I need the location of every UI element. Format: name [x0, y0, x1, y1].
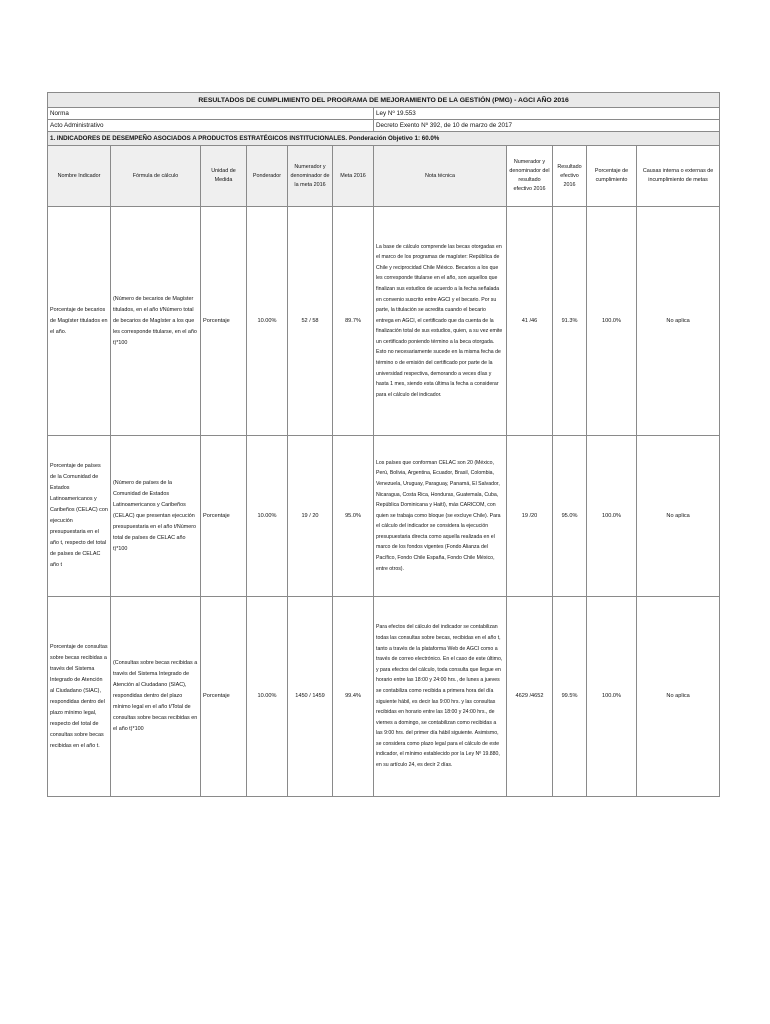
header-meta: Meta 2016 [333, 146, 374, 207]
cell-num-result: 19 /20 [507, 436, 553, 597]
norma-label: Norma [48, 108, 374, 120]
table-row [48, 597, 720, 797]
cell-nota: La base de cálculo comprende las becas otorgadas en el marco de los programas de magíster: República de Chile y reciprocidad Chile México. Becarios a los que les corresponde titularse en el año, son aquellos que finalizan sus estudios de acuerdo a la fecha señalada en convenio suscrito entre AGCI y el becario. Por su parte, la titulación se acredita cuando el becario entrega en AGCI, el certificado que da cuenta de la finalización total de sus estudios, quien, a su vez emite un certificado poniendo término a la beca otorgada. Esto no necesariamente sucede en la misma fecha de término o de emisión del certificado por parte de la universidad respectiva, demorando a veces días y hasta 1 mes, siendo esta última la fecha a considerar para el cálculo del indicador. [374, 207, 507, 436]
header-causas: Causas interna o externas de incumplimiento de metas [637, 146, 720, 207]
cell-formula: (Número de becarios de Magíster titulados, en el año t/Número total de becarios de Magíster a los que les corresponde titularse, en el año t)*100 [111, 207, 201, 436]
cell-causas: No aplica [637, 207, 720, 436]
header-formula: Fórmula de cálculo [111, 146, 201, 207]
results-table [47, 92, 720, 797]
acto-row [48, 120, 720, 132]
acto-label: Acto Administrativo [48, 120, 374, 132]
report-title: RESULTADOS DE CUMPLIMIENTO DEL PROGRAMA DE MEJORAMIENTO DE LA GESTIÓN (PMG) - AGCI AÑO 2016 [48, 93, 720, 108]
cell-unidad: Porcentaje [201, 597, 247, 797]
cell-nombre: Porcentaje de becarios de Magíster titulados en el año. [48, 207, 111, 436]
cell-causas: No aplica [637, 436, 720, 597]
header-num-meta: Numerador y denominador de la meta 2016 [288, 146, 333, 207]
cell-resultado: 91.3% [553, 207, 587, 436]
cell-resultado: 95.0% [553, 436, 587, 597]
cell-causas: No aplica [637, 597, 720, 797]
header-unidad: Unidad de Medida [201, 146, 247, 207]
cell-formula: (Número de países de la Comunidad de Estados Latinoamericanos y Caribeños (CELAC) que presentan ejecución presupuestaria en el año t/Número total de países de CELAC año t)*100 [111, 436, 201, 597]
header-nombre: Nombre Indicador [48, 146, 111, 207]
cell-porcentaje: 100.0% [587, 207, 637, 436]
table-row [48, 207, 720, 436]
section-row [48, 132, 720, 146]
cell-num-result: 41 /46 [507, 207, 553, 436]
cell-unidad: Porcentaje [201, 207, 247, 436]
header-num-result: Numerador y denominador del resultado efectivo 2016 [507, 146, 553, 207]
cell-nombre: Porcentaje de consultas sobre becas recibidas a través del Sistema Integrado de Atención al Ciudadano (SIAC), respondidas dentro del plazo mínimo legal, respecto del total de consultas sobre becas recibidas en el año t. [48, 597, 111, 797]
cell-num-meta: 1450 / 1459 [288, 597, 333, 797]
cell-meta: 99.4% [333, 597, 374, 797]
header-ponderador: Ponderador [247, 146, 288, 207]
header-row [48, 146, 720, 207]
title-row [48, 93, 720, 108]
table-row [48, 436, 720, 597]
cell-nota: Para efectos del cálculo del indicador se contabilizan todas las consultas sobre becas, recibidas en el año t, tanto a través de la plataforma Web de AGCI como a través de correo electrónico. En el caso de este último, y para efectos del cálculo, toda consulta que llegue en horario entre las 18:00 y 24:00 hrs., de lunes a jueves se contabiliza como recibida a primera hora del día siguiente hábil, es decir las 9:00 hrs. y las consultas recibidas en horario entre las 18:00 y 24:00 hrs., de viernes a domingo, se contabilizan como recibidas a las 9:00 hrs. del primer día hábil siguiente. Asimismo, se considera como plazo legal para el cálculo de este indicador, el mínimo establecido por la Ley Nº 19.880, en su artículo 24, es decir 2 días. [374, 597, 507, 797]
cell-nombre: Porcentaje de países de la Comunidad de Estados Latinoamericanos y Caribeños (CELAC) con ejecución presupuestaria en el año t, respecto del total de países de CELAC año t [48, 436, 111, 597]
cell-ponderador: 10.00% [247, 436, 288, 597]
cell-num-meta: 19 / 20 [288, 436, 333, 597]
header-porcentaje: Porcentaje de cumplimiento [587, 146, 637, 207]
norma-value: Ley Nº 19.553 [374, 108, 720, 120]
header-nota: Nota técnica [374, 146, 507, 207]
results-sheet [47, 92, 719, 797]
acto-value: Decreto Exento Nº 392, de 10 de marzo de 2017 [374, 120, 720, 132]
cell-porcentaje: 100.0% [587, 436, 637, 597]
cell-meta: 95.0% [333, 436, 374, 597]
cell-nota: Los países que conforman CELAC son 20 (México, Perú, Bolivia, Argentina, Ecuador, Brasil, Colombia, Venezuela, Uruguay, Paraguay, Panamá, El Salvador, Nicaragua, Costa Rica, Honduras, Guatemala, Cuba, República Dominicana y Haití), más CARICOM, con quien se trabaja como bloque (se excluye Chile). Para el cálculo del indicador se considera la ejecución presupuestaria directa como aquella realizada en el marco de los fondos vigentes (Fondo Alianza del Pacífico, Fondo Chile España, Fondo Chile México, entre otros). [374, 436, 507, 597]
cell-ponderador: 10.00% [247, 597, 288, 797]
norma-row [48, 108, 720, 120]
section-title: 1. INDICADORES DE DESEMPEÑO ASOCIADOS A PRODUCTOS ESTRATÉGICOS INSTITUCIONALES. Ponderación Objetivo 1: 60.0% [48, 132, 720, 146]
cell-formula: (Consultas sobre becas recibidas a través del Sistema Integrado de Atención al Ciudadano (SIAC), respondidas dentro del plazo mínimo legal en el año t/Total de consultas sobre becas recibidas en el año t)*100 [111, 597, 201, 797]
cell-num-result: 4629 /4652 [507, 597, 553, 797]
cell-porcentaje: 100.0% [587, 597, 637, 797]
cell-ponderador: 10.00% [247, 207, 288, 436]
cell-unidad: Porcentaje [201, 436, 247, 597]
cell-meta: 89.7% [333, 207, 374, 436]
cell-resultado: 99.5% [553, 597, 587, 797]
cell-num-meta: 52 / 58 [288, 207, 333, 436]
header-resultado: Resultado efectivo 2016 [553, 146, 587, 207]
